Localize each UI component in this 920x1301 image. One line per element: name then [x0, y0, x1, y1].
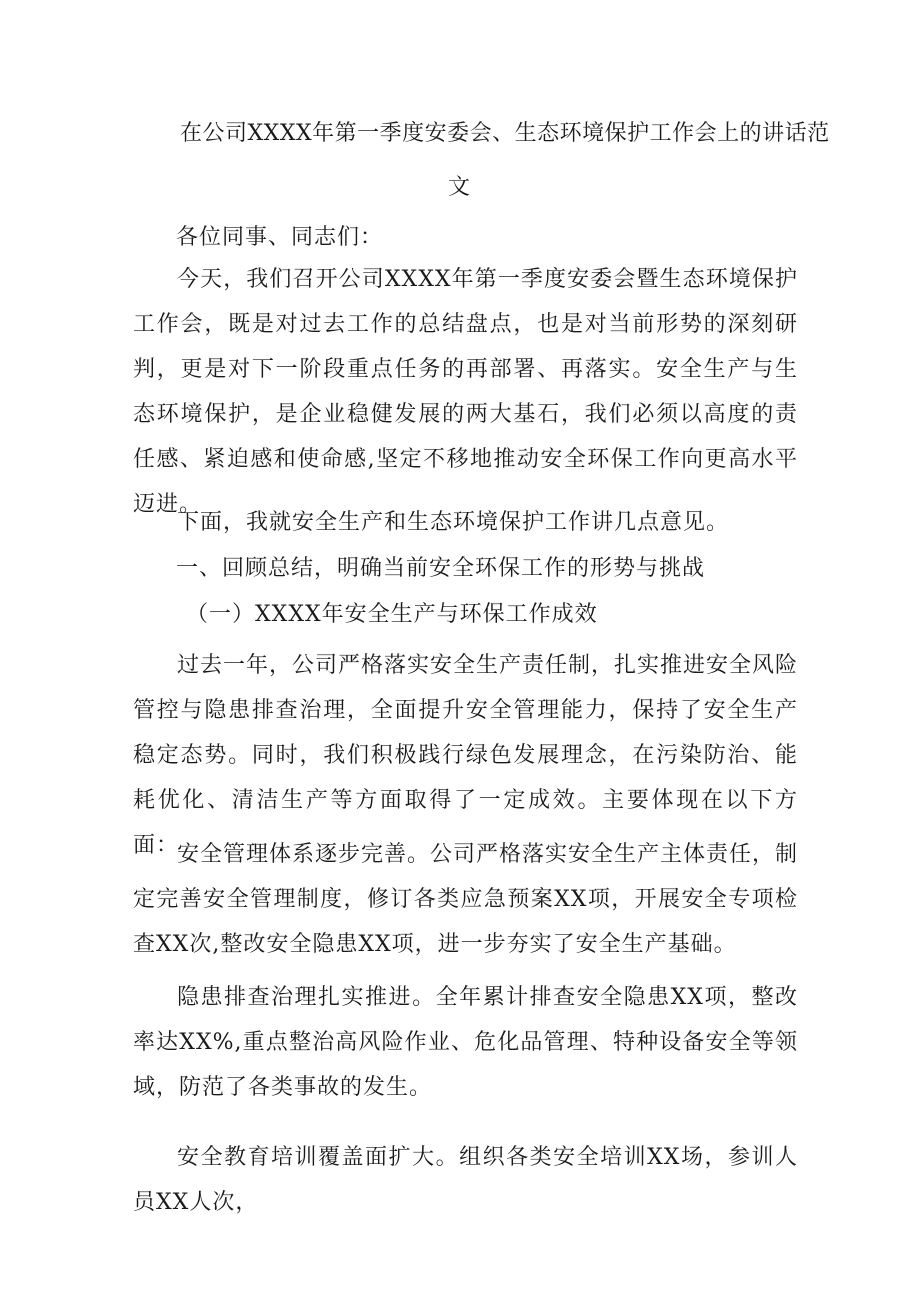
paragraph-opinions: 下面，我就安全生产和生态环境保护工作讲几点意见。 — [177, 510, 730, 535]
greeting: 各位同事、同志们： — [176, 225, 384, 250]
document-title-continuation: 文 — [448, 175, 471, 200]
paragraph-safety-system: 安全管理体系逐步完善。公司严格落实安全生产主体责任，制定完善安全管理制度，修订各类应急预案XX项，开展安全专项检查XX次,整改安全隐患XX项，进一步夯实了安全生产基础。 — [133, 842, 799, 957]
paragraph-hazard-inspection: 隐患排查治理扎实推进。全年累计排查安全隐患XX项，整改率达XX%,重点整治高风险作业、危化品管理、特种设备安全等领域，防范了各类事故的发生。 — [133, 985, 798, 1100]
paragraph-intro: 今天，我们召开公司XXXX年第一季度安委会暨生态环境保护工作会，既是对过去工作的总结盘点，也是对当前形势的深刻研判，更是对下一阶段重点任务的再部署、再落实。安全生产与生态环境保护，是企业稳健发展的两大基石，我们必须以高度的责任感、紧迫感和使命感,坚定不移地推动安全环保工作向更高水平迈进。 — [133, 267, 798, 517]
document-title: 在公司XXXX年第一季度安委会、生态环境保护工作会上的讲话范 — [180, 121, 830, 146]
section-heading-1: 一、回顾总结，明确当前安全环保工作的形势与挑战 — [176, 556, 706, 581]
paragraph-past-year: 过去一年，公司严格落实安全生产责任制，扎实推进安全风险管控与隐患排查治理，全面提升安全管理能力，保持了安全生产稳定态势。同时，我们积极践行绿色发展理念，在污染防治、能耗优化、清洁生产等方面取得了一定成效。主要体现在以下方面： — [133, 653, 799, 858]
paragraph-safety-training: 安全教育培训覆盖面扩大。组织各类安全培训XX场，参训人员XX人次， — [133, 1145, 798, 1215]
subsection-heading-1: （一）XXXX年安全生产与环保工作成效 — [186, 602, 598, 627]
